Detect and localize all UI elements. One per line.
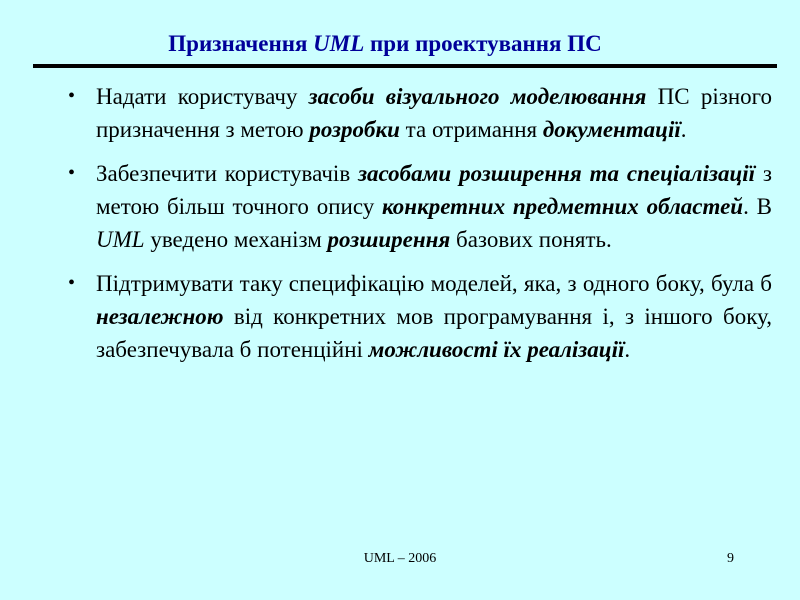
bullet-2-text-4: уведено механізм <box>144 227 328 252</box>
bullet-2-text-2: з метою більш точного опису <box>96 161 772 219</box>
bullet-3-emphasis-1: незалежною <box>96 304 224 329</box>
bullet-item-1 <box>66 80 772 146</box>
bullet-2-text-3: . В <box>743 194 772 219</box>
bullet-1-emphasis-1: засоби візуального моделювання <box>308 84 647 109</box>
bullet-1-text-4: . <box>680 117 687 142</box>
bullet-1-text-3: та отримання <box>399 117 543 142</box>
bullet-list <box>66 80 772 377</box>
title-prefix: Призначення <box>168 31 314 56</box>
bullet-2-emphasis-3: розширення <box>327 227 451 252</box>
bullet-2-emphasis-1: засобами розширення та спеціалізації <box>358 161 756 186</box>
bullet-1-text-2: ПС різного призначення з метою <box>96 84 772 142</box>
bullet-icon: • <box>68 272 76 294</box>
footer-label: UML – 2006 <box>363 551 437 566</box>
bullet-1-emphasis-3: документації <box>542 117 681 142</box>
bullet-3-text-3: . <box>624 337 631 362</box>
title-suffix: при проектування ПС <box>364 31 602 56</box>
bullet-2-emphasis-2: конкретних предметних областей <box>382 194 744 219</box>
bullet-2-uml: UML <box>96 227 145 252</box>
bullet-2-text-5: базових понять. <box>450 227 612 252</box>
bullet-icon: • <box>68 85 76 107</box>
bullet-item-2 <box>66 157 772 256</box>
bullet-3-emphasis-2: можливості їх реалізації <box>368 337 625 362</box>
bullet-2-text-1: Забезпечити користувачів <box>96 161 359 186</box>
title-divider <box>33 64 777 68</box>
slide-title <box>0 29 770 59</box>
title-uml: UML <box>313 31 365 56</box>
page-number: 9 <box>727 551 734 566</box>
bullet-1-emphasis-2: розробки <box>309 117 400 142</box>
bullet-item-3 <box>66 267 772 366</box>
bullet-1-text-1: Надати користувачу <box>96 84 309 109</box>
bullet-3-text-1: Підтримувати таку специфікацію моделей, яка, з одного боку, була б <box>96 271 772 296</box>
bullet-3-text-2: від конкретних мов програмування і, з іншого боку, забезпечувала б потенційні <box>96 304 772 362</box>
bullet-icon: • <box>68 162 76 184</box>
